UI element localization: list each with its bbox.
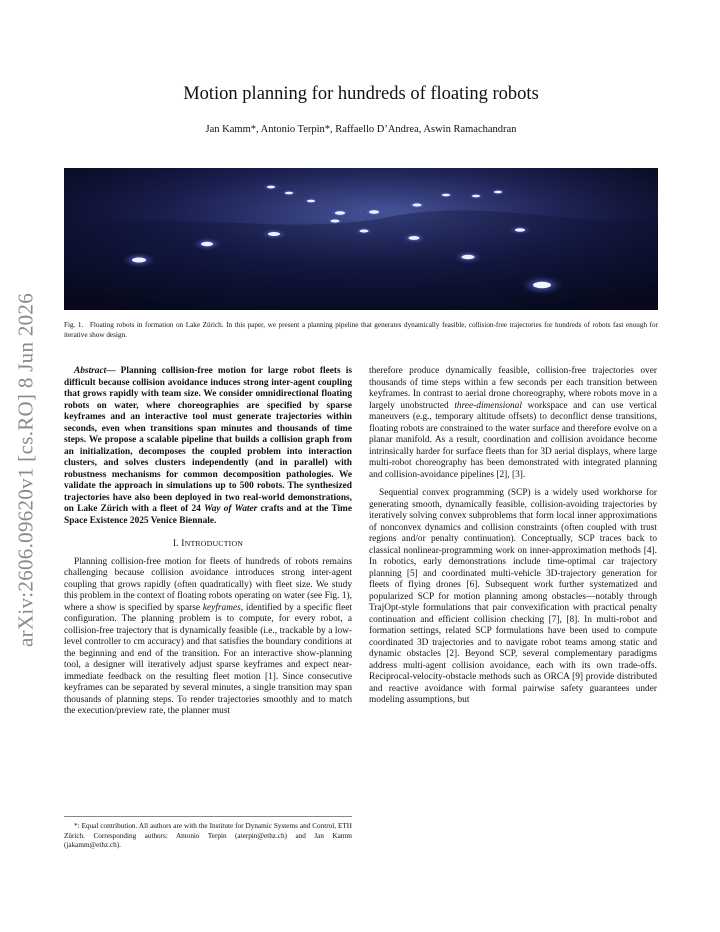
figure-floating-robots-photo (64, 168, 658, 310)
left-column (64, 366, 352, 718)
right-paragraph-1-emphasis: three-dimensional (454, 400, 522, 411)
figure-caption (64, 320, 658, 340)
section-title-rest: NTRODUCTION (184, 539, 244, 548)
right-paragraph-1-part-b: workspace and can use vertical maneuvers (e.g., temporary altitude offsets) to deconflict dense transitions, floating robots are constrained to the water surface and therefore evolve on a planar manifold. As a result, coordination and collision avoidance become intrinsically harder for surface fleets than for 3D aerial displays, where large multi-robot choreography has been demonstrated with integrated planning and collision-avoidance pipelines [2], [3]. (369, 400, 657, 480)
abstract-label: Abstract (74, 366, 107, 376)
arxiv-identifier-text: arXiv:2606.09620v1 [cs.RO] 8 Jun 2026 (13, 292, 38, 648)
paper-title: Motion planning for hundreds of floating robots (183, 84, 539, 104)
footnote: *: Equal contribution. All authors are with the Institute for Dynamic Systems and Control, ETH Zürich. Corresponding authors: Antonio Terpin (aterpin@ethz.ch) and Jan Kamm (jakamm@ethz.ch). (64, 816, 352, 851)
intro-paragraph-1 (64, 557, 352, 718)
abstract-italic: Way of Water (204, 504, 258, 514)
right-paragraph-1-part-a: therefore produce dynamically feasible, collision-free trajectories over thousands of time steps within a few seconds per each transition between keyframes. In contrast to aerial drone choreography, where robots move in a largely unobstructed (369, 366, 657, 411)
abstract-tail: crafts and at the Time Space Existence 2025 Venice Biennale. (64, 504, 352, 526)
right-paragraph-1 (369, 366, 657, 481)
abstract-text: — Planning collision-free motion for large robot fleets is difficult because collision avoidance induces strong inter-agent coupling that grows rapidly with team size. We consider omnidirectional floating robots on water, where choreographies are specified by sparse keyframes and an interactive tool must generate trajectories within seconds, even when transitions span minutes and thousands of time steps. We propose a scalable pipeline that builds a collision graph from an initialization, decomposes the coupled problem into interaction clusters, and solves clusters independently (and in parallel) with robustness mechanisms for common decomposition pathologies. We validate the approach in simulations up to 500 robots. The synthesized trajectories have also been deployed in two real-world demonstrations, on Lake Zürich with a fleet of 24 (64, 366, 352, 514)
section-title-first-letter: I (181, 539, 185, 549)
figure-caption-label: Fig. 1. (64, 321, 84, 329)
abstract (64, 366, 352, 527)
figure-caption-text: Floating robots in formation on Lake Zürich. In this paper, we present a planning pipeline that generates dynamically feasible, collision-free trajectories for hundreds of robots fast enough for iterative show design. (64, 321, 659, 339)
intro-paragraph-1-part-a: Planning collision-free motion for fleets of hundreds of robots remains challenging because collision avoidance introduces strong inter-agent coupling that grows rapidly (often quadratically) with fleet size. We study this problem in the context of floating robots operating on water (see Fig. 1), where a show is specified by sparse (64, 556, 352, 613)
right-paragraph-2: Sequential convex programming (SCP) is a widely used workhorse for generating smooth, dynamically feasible, collision-avoiding trajectories by iteratively solving convex subproblems that form local inner approximations of nonconvex dynamics and collision constraints (often coupled with trust regions and/or penalty continuation). Conceptually, SCP traces back to classical nonlinear-programming work on inner-approximation methods [4]. In robotics, early demonstrations include time-optimal car trajectory planning [5] and coordinated multi-vehicle 3D-trajectory generation for fleets of flying drones [6]. Subsequent work further systematized and popularized SCP for motion planning among obstacles—notably through TrajOpt-style formulations that pair convexification with practical penalty continuation and efficient collision checking [7], [8]. In multi-robot and formation settings, related SCP formulations have been used to compute coordinated 3D trajectories and to navigate robot teams among static and dynamic obstacles [2]. Beyond SCP, several complementary paradigms address multi-agent collision avoidance, each with its own trade-offs. Reciprocal-velocity-obstacle methods such as ORCA [9] provide distributed and reactive avoidance with formal pairwise safety guarantees under modeling assumptions, but (369, 488, 657, 705)
floating-robots-night-scene (64, 168, 658, 310)
intro-paragraph-1-emphasis: keyframes (202, 602, 241, 613)
arxiv-identifier-stamp (6, 270, 46, 670)
section-heading-introduction (64, 538, 352, 551)
paper-authors: Jan Kamm*, Antonio Terpin*, Raffaello D’Andrea, Aswin Ramachandran (205, 124, 517, 135)
right-column (369, 366, 657, 707)
intro-paragraph-1-part-b: , identified by a specific fleet configuration. The planning problem is to compute, for every robot, a collision-free trajectory that is dynamically feasible (i.e., trackable by a low-level controller to cm accuracy) and that satisfies the boundary conditions at the beginning and end of the transition. For an interactive show-planning tool, a designer will iteratively adjust sparse keyframes and expect near-immediate feedback on the resulting fleet motion [1]. Since consecutive keyframes can be separated by several minutes, a single transition may span thousands of planning steps. To render trajectories smoothly and to match the execution/preview rate, the planner must (64, 602, 352, 716)
section-numeral: I. (172, 539, 179, 549)
